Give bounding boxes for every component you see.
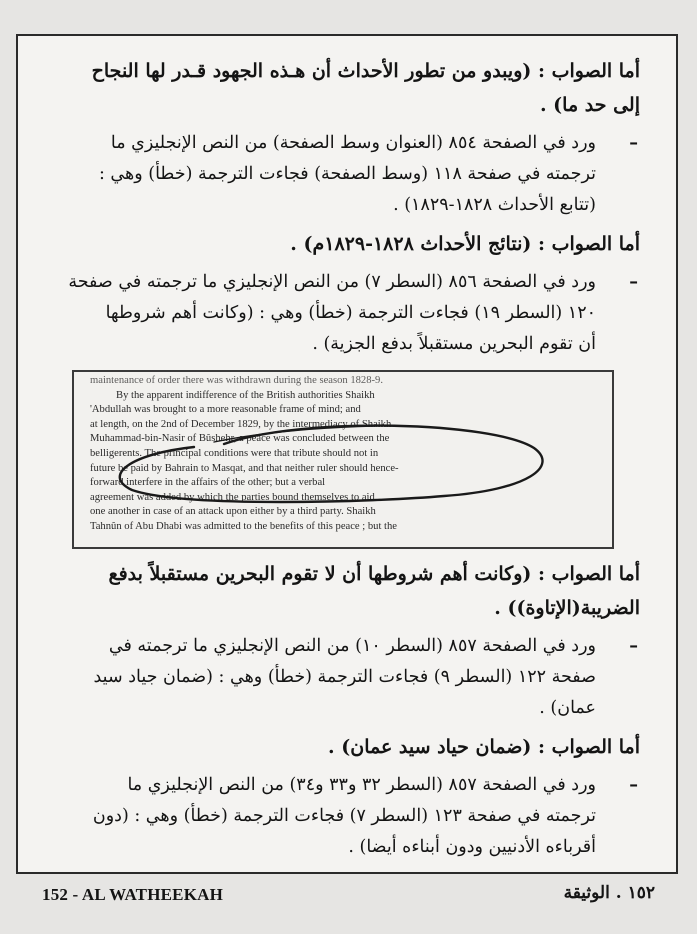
block-3 (48, 267, 640, 360)
block-4 (48, 557, 640, 625)
block-6 (48, 730, 640, 764)
list-dash: – (629, 636, 638, 656)
page-frame (16, 34, 678, 874)
excerpt-line: Muhammad-bin-Nasir of Bûshehr, a peace was concluded between the (90, 433, 390, 445)
block-3-line-0: ورد في الصفحة ٨٥٦ (السطر ٧) من النص الإنجليزي ما ترجمته في صفحة (68, 272, 596, 292)
hand-drawn-circle-annotation (74, 372, 612, 547)
block-1-line-2: (تتابع الأحداث ١٨٢٨-١٨٢٩) . (393, 195, 596, 215)
list-dash: – (629, 133, 638, 153)
excerpt-line: agreement was added by which the parties bound themselves to aid (90, 491, 375, 503)
excerpt-line: future be paid by Bahrain to Masqat, and that neither ruler should hence- (90, 462, 399, 474)
block-3-line-2: أن تقوم البحرين مستقبلاً بدفع الجزية) . (312, 334, 596, 354)
block-1-line-0: ورد في الصفحة ٨٥٤ (العنوان وسط الصفحة) من النص الإنجليزي ما (110, 133, 596, 153)
block-7 (48, 770, 640, 863)
block-7-line-1: ترجمته في صفحة ١٢٣ (السطر ٧) فجاءت الترجمة (خطأ) وهي : (دون (92, 806, 596, 826)
block-4-line-1: الضريبة(الإتاوة)) . (494, 597, 640, 619)
block-1-line-1: ترجمته في صفحة ١١٨ (وسط الصفحة) فجاءت الترجمة (خطأ) وهي : (98, 164, 596, 184)
block-0-line-1: إلى حد ما) . (539, 94, 640, 116)
block-1 (48, 128, 640, 221)
block-7-line-2: أقرباءه الأدنيين ودون أبناءه أيضا) . (348, 837, 596, 857)
block-2-line-0: أما الصواب : (نتائج الأحداث ١٨٢٨-١٨٢٩م) . (290, 233, 640, 255)
footer-arabic-page-label: ١٥٢ . الوثيقة (563, 883, 655, 903)
english-excerpt-scan (72, 370, 614, 549)
list-dash: – (629, 775, 638, 795)
excerpt-line: at length, on the 2nd of December 1829, by the intermediacy of Shaikh (90, 418, 392, 430)
block-4-line-0: أما الصواب : (وكانت أهم شروطها أن لا تقوم البحرين مستقبلاً بدفع (108, 563, 640, 585)
excerpt-line: Tahnûn of Abu Dhabi was admitted to the benefits of this peace ; but the (90, 520, 397, 532)
document-body (48, 54, 640, 869)
block-0-line-0: أما الصواب : (ويبدو من تطور الأحداث أن هـذه الجهود قـدر لها النجاح (91, 60, 640, 82)
excerpt-line: forward interfere in the affairs of the other; but a verbal (90, 477, 326, 489)
block-3-line-1: ١٢٠ (السطر ١٩) فجاءت الترجمة (خطأ) وهي : (وكانت أهم شروطها (105, 303, 596, 323)
footer-english-page-label: 152 - AL WATHEEKAH (42, 885, 224, 904)
excerpt-line: By the apparent indifference of the British authorities Shaikh (116, 389, 375, 401)
excerpt-line: 'Abdullah was brought to a more reasonable frame of mind; and (90, 404, 361, 416)
excerpt-line: maintenance of order there was withdrawn during the season 1828-9. (90, 375, 383, 386)
block-5-line-0: ورد في الصفحة ٨٥٧ (السطر ١٠) من النص الإنجليزي ما ترجمته في (108, 636, 596, 656)
list-dash: – (629, 272, 638, 292)
block-7-line-0: ورد في الصفحة ٨٥٧ (السطر ٣٢ و٣٣ و٣٤) من النص الإنجليزي ما (127, 775, 596, 795)
page-footer (42, 885, 655, 909)
block-6-line-0: أما الصواب : (ضمان حياد سيد عمان) . (328, 736, 640, 758)
excerpt-line: belligerents. The principal conditions were that tribute should not in (90, 447, 379, 459)
block-5 (48, 631, 640, 724)
block-2 (48, 227, 640, 261)
block-5-line-2: عمان) . (539, 698, 596, 718)
excerpt-line: one another in case of an attack upon either by a third party. Shaikh (90, 506, 376, 518)
block-5-line-1: صفحة ١٢٢ (السطر ٩) فجاءت الترجمة (خطأ) وهي : (ضمان جياد سيد (93, 667, 596, 687)
block-0 (48, 54, 640, 122)
